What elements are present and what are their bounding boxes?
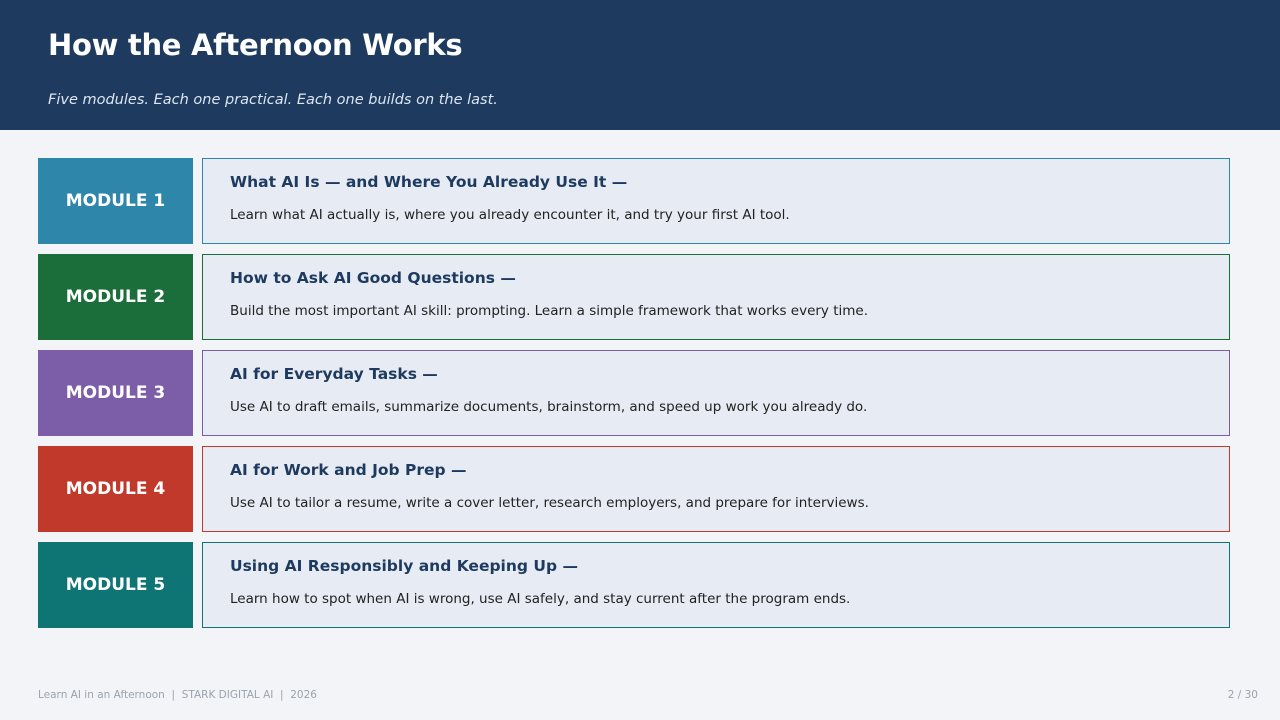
module-title: Using AI Responsibly and Keeping Up — [230,557,578,575]
module-card [202,350,1230,436]
module-list [38,158,1230,638]
module-badge: MODULE 5 [38,542,193,628]
module-row-3 [38,350,1230,436]
module-row-2 [38,254,1230,340]
slide-header [0,0,1280,130]
module-title: AI for Work and Job Prep — [230,461,467,479]
module-title: AI for Everyday Tasks — [230,365,438,383]
module-description: Use AI to draft emails, summarize documents, brainstorm, and speed up work you already do. [230,399,868,415]
module-row-4 [38,446,1230,532]
module-row-5 [38,542,1230,628]
module-description: Learn how to spot when AI is wrong, use AI safely, and stay current after the program ends. [230,591,851,607]
module-description: Build the most important AI skill: prompting. Learn a simple framework that works every time. [230,303,869,319]
module-card [202,542,1230,628]
slide-title: How the Afternoon Works [48,28,463,62]
slide-subtitle: Five modules. Each one practical. Each one builds on the last. [48,92,498,108]
module-badge: MODULE 1 [38,158,193,244]
module-row-1 [38,158,1230,244]
module-card [202,446,1230,532]
slide-footer: Learn AI in an Afternoon | STARK DIGITAL AI | 2026 [38,689,317,701]
module-card [202,158,1230,244]
module-badge: MODULE 3 [38,350,193,436]
module-badge: MODULE 2 [38,254,193,340]
module-title: How to Ask AI Good Questions — [230,269,516,287]
module-description: Use AI to tailor a resume, write a cover letter, research employers, and prepare for interviews. [230,495,869,511]
page-number: 2 / 30 [1227,689,1258,701]
module-card [202,254,1230,340]
module-title: What AI Is — and Where You Already Use It — [230,173,628,191]
module-description: Learn what AI actually is, where you already encounter it, and try your first AI tool. [230,207,790,223]
module-badge: MODULE 4 [38,446,193,532]
